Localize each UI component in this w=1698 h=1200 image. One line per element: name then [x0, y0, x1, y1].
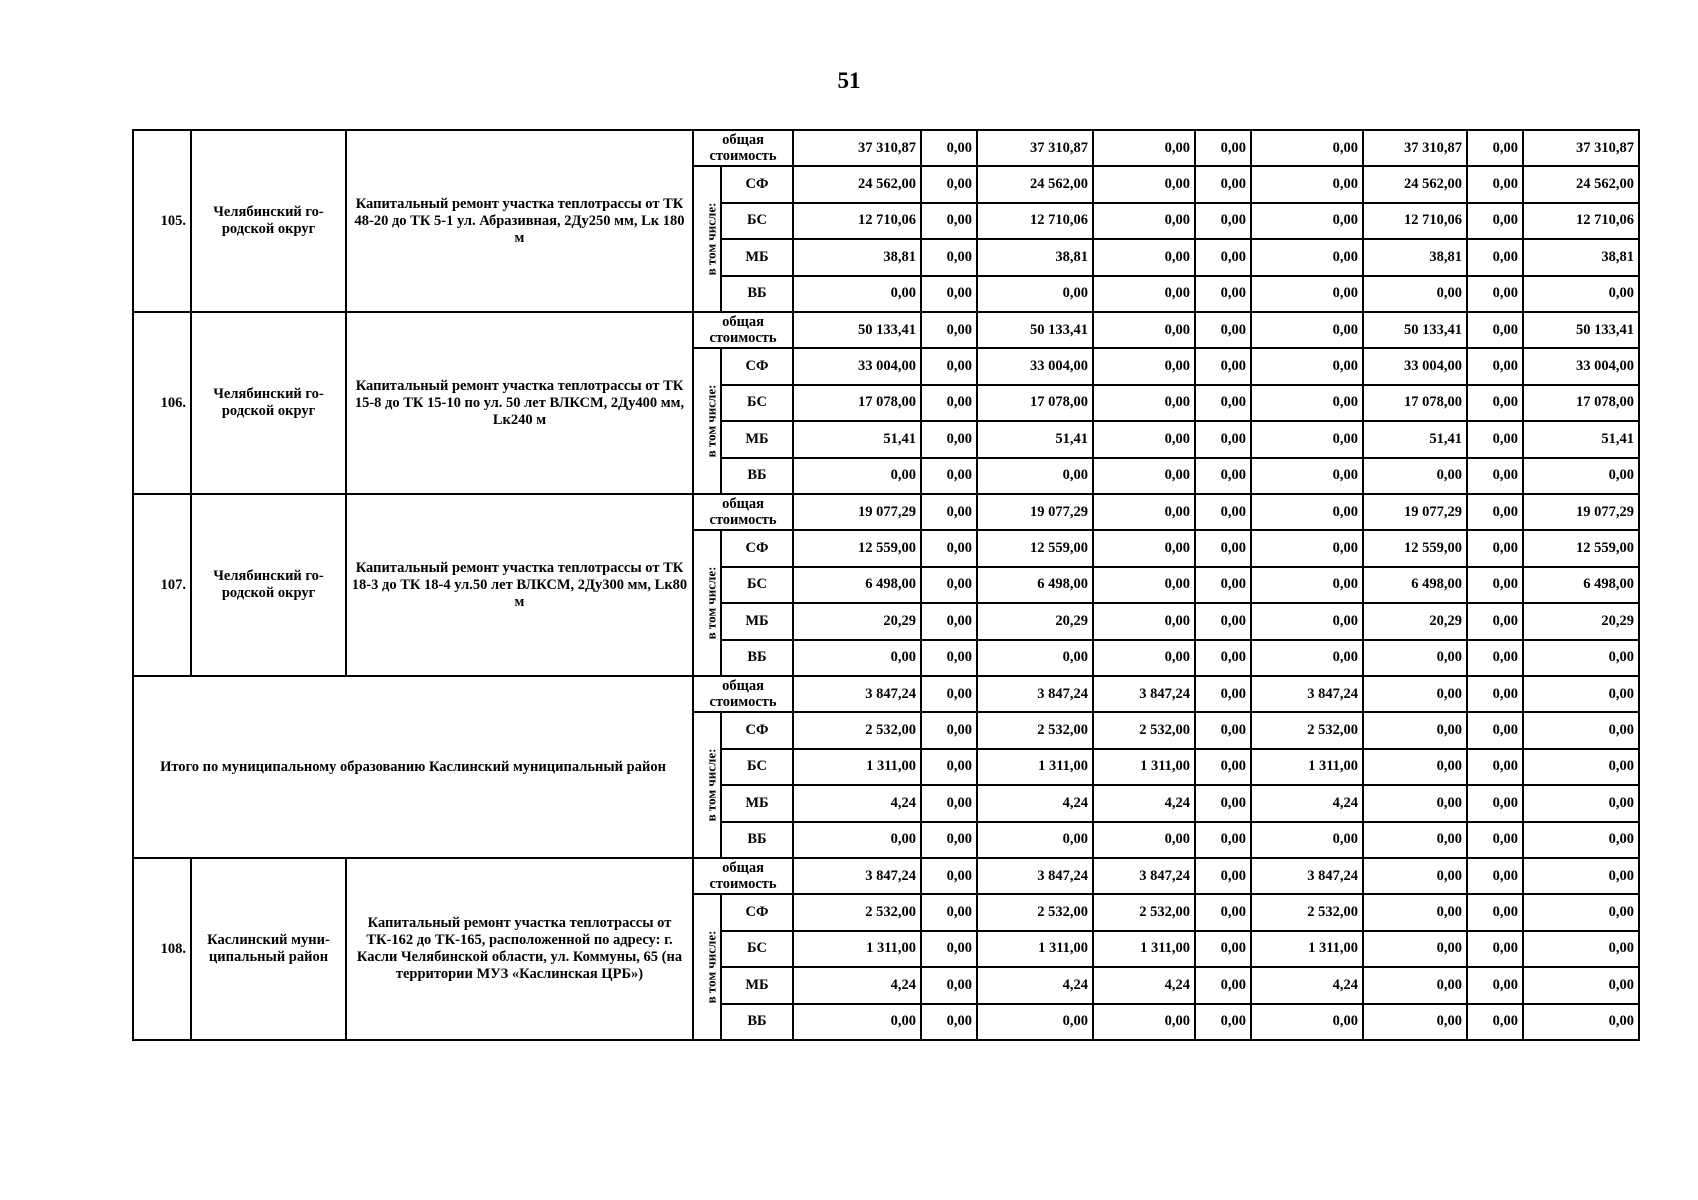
amount-cell: 0,00 [1251, 494, 1363, 530]
amount-cell: 0,00 [1195, 458, 1251, 495]
amount-cell: 17 078,00 [793, 385, 921, 422]
amount-cell: 0,00 [1363, 785, 1467, 822]
amount-cell: 38,81 [1523, 239, 1639, 276]
including-label-cell [693, 530, 721, 676]
amount-cell: 37 310,87 [977, 130, 1093, 166]
municipality-name: Челябинский го-родской округ [191, 312, 346, 494]
amount-cell: 0,00 [1467, 712, 1523, 749]
amount-cell: 0,00 [1093, 166, 1195, 203]
amount-cell: 24 562,00 [793, 166, 921, 203]
amount-cell: 0,00 [1467, 676, 1523, 712]
amount-cell: 0,00 [1093, 822, 1195, 859]
amount-cell: 0,00 [1251, 166, 1363, 203]
amount-cell: 0,00 [1251, 421, 1363, 458]
amount-cell: 0,00 [1523, 967, 1639, 1004]
amount-cell: 50 133,41 [977, 312, 1093, 348]
amount-cell: 0,00 [1523, 712, 1639, 749]
amount-cell: 0,00 [1093, 276, 1195, 313]
funding-source-label: МБ [721, 967, 793, 1004]
amount-cell: 0,00 [1093, 1004, 1195, 1041]
amount-cell: 0,00 [1251, 203, 1363, 240]
including-label: в том числе: [703, 202, 719, 276]
row-index: 107. [133, 494, 191, 676]
amount-cell: 0,00 [921, 931, 977, 968]
amount-cell: 0,00 [1251, 567, 1363, 604]
funding-source-label: БС [721, 567, 793, 604]
amount-cell: 51,41 [1523, 421, 1639, 458]
amount-cell: 0,00 [921, 239, 977, 276]
amount-cell: 0,00 [921, 858, 977, 894]
amount-cell: 0,00 [1467, 530, 1523, 567]
amount-cell: 0,00 [1093, 348, 1195, 385]
amount-cell: 1 311,00 [1251, 931, 1363, 968]
amount-cell: 0,00 [1363, 822, 1467, 859]
amount-cell: 0,00 [1523, 822, 1639, 859]
funding-source-label: ВБ [721, 458, 793, 495]
funding-source-label: БС [721, 203, 793, 240]
amount-cell: 0,00 [921, 676, 977, 712]
amount-cell: 0,00 [1251, 640, 1363, 677]
amount-cell: 0,00 [1467, 348, 1523, 385]
amount-cell: 33 004,00 [1523, 348, 1639, 385]
amount-cell: 12 710,06 [793, 203, 921, 240]
amount-cell: 2 532,00 [793, 712, 921, 749]
amount-cell: 2 532,00 [977, 894, 1093, 931]
amount-cell: 0,00 [1195, 785, 1251, 822]
including-label-cell [693, 894, 721, 1040]
amount-cell: 0,00 [1523, 458, 1639, 495]
amount-cell: 0,00 [1093, 312, 1195, 348]
amount-cell: 6 498,00 [977, 567, 1093, 604]
amount-cell: 0,00 [1467, 421, 1523, 458]
amount-cell: 0,00 [1467, 312, 1523, 348]
funding-source-label: ВБ [721, 276, 793, 313]
amount-cell: 12 559,00 [1363, 530, 1467, 567]
amount-cell: 51,41 [977, 421, 1093, 458]
funding-source-label: МБ [721, 421, 793, 458]
amount-cell: 0,00 [1195, 312, 1251, 348]
amount-cell: 0,00 [1195, 894, 1251, 931]
amount-cell: 0,00 [1467, 822, 1523, 859]
amount-cell: 0,00 [1093, 640, 1195, 677]
amount-cell: 0,00 [1093, 494, 1195, 530]
project-description: Капитальный ремонт участка теплотрассы от ТК 48-20 до ТК 5-1 ул. Абразивная, 2Ду250 мм, Lк 180 м [346, 130, 693, 312]
amount-cell: 0,00 [1251, 348, 1363, 385]
project-description: Капитальный ремонт участка теплотрассы от ТК 15-8 до ТК 15-10 по ул. 50 лет ВЛКСМ, 2Ду400 мм, Lк240 м [346, 312, 693, 494]
amount-cell: 0,00 [1363, 931, 1467, 968]
amount-cell: 0,00 [977, 276, 1093, 313]
funding-source-label: СФ [721, 166, 793, 203]
amount-cell: 0,00 [921, 276, 977, 313]
municipality-name: Челябинский го-родской округ [191, 130, 346, 312]
amount-cell: 0,00 [1093, 203, 1195, 240]
amount-cell: 0,00 [921, 494, 977, 530]
including-label-cell [693, 348, 721, 494]
amount-cell: 0,00 [1523, 858, 1639, 894]
amount-cell: 0,00 [1467, 276, 1523, 313]
amount-cell: 0,00 [921, 203, 977, 240]
amount-cell: 0,00 [1467, 385, 1523, 422]
table-row [133, 130, 1639, 166]
amount-cell: 0,00 [1195, 822, 1251, 859]
row-index: 105. [133, 130, 191, 312]
amount-cell: 0,00 [1195, 239, 1251, 276]
table-row [133, 858, 1639, 894]
project-description: Капитальный ремонт участка теплотрассы от ТК-162 до ТК-165, расположенной по адресу: г. Касли Челябинской области, ул. Коммуны, 65 (на территории МУЗ «Каслинская ЦРБ») [346, 858, 693, 1040]
amount-cell: 0,00 [1523, 931, 1639, 968]
amount-cell: 1 311,00 [793, 749, 921, 786]
amount-cell: 0,00 [1363, 276, 1467, 313]
amount-cell: 0,00 [1467, 749, 1523, 786]
amount-cell: 50 133,41 [793, 312, 921, 348]
amount-cell: 0,00 [1195, 421, 1251, 458]
amount-cell: 0,00 [1195, 1004, 1251, 1041]
amount-cell: 33 004,00 [1363, 348, 1467, 385]
amount-cell: 37 310,87 [793, 130, 921, 166]
amount-cell: 50 133,41 [1523, 312, 1639, 348]
amount-cell: 0,00 [977, 640, 1093, 677]
amount-cell: 0,00 [921, 894, 977, 931]
amount-cell: 0,00 [1363, 640, 1467, 677]
amount-cell: 0,00 [1523, 640, 1639, 677]
amount-cell: 0,00 [1195, 567, 1251, 604]
funding-source-label: БС [721, 385, 793, 422]
amount-cell: 0,00 [921, 1004, 977, 1041]
amount-cell: 0,00 [1363, 1004, 1467, 1041]
amount-cell: 0,00 [1195, 967, 1251, 1004]
funding-table [132, 129, 1640, 1041]
amount-cell: 0,00 [1195, 276, 1251, 313]
total-title: Итого по муниципальному образованию Каслинский муниципальный район [133, 676, 693, 858]
amount-cell: 0,00 [1523, 676, 1639, 712]
amount-cell: 0,00 [1467, 858, 1523, 894]
funding-source-label: СФ [721, 348, 793, 385]
amount-cell: 0,00 [1195, 603, 1251, 640]
amount-cell: 24 562,00 [1363, 166, 1467, 203]
amount-cell: 17 078,00 [1523, 385, 1639, 422]
amount-cell: 2 532,00 [793, 894, 921, 931]
amount-cell: 0,00 [1523, 749, 1639, 786]
funding-source-label: ВБ [721, 1004, 793, 1041]
amount-cell: 3 847,24 [793, 676, 921, 712]
amount-cell: 0,00 [1195, 130, 1251, 166]
amount-cell: 0,00 [921, 967, 977, 1004]
amount-cell: 0,00 [1251, 312, 1363, 348]
amount-cell: 6 498,00 [1363, 567, 1467, 604]
amount-cell: 0,00 [1467, 166, 1523, 203]
amount-cell: 2 532,00 [1251, 712, 1363, 749]
amount-cell: 4,24 [977, 785, 1093, 822]
amount-cell: 19 077,29 [977, 494, 1093, 530]
amount-cell: 38,81 [1363, 239, 1467, 276]
amount-cell: 1 311,00 [977, 931, 1093, 968]
amount-cell: 0,00 [1467, 931, 1523, 968]
amount-cell: 0,00 [921, 130, 977, 166]
amount-cell: 0,00 [1093, 603, 1195, 640]
amount-cell: 20,29 [1523, 603, 1639, 640]
amount-cell: 0,00 [921, 312, 977, 348]
amount-cell: 0,00 [1467, 603, 1523, 640]
amount-cell: 0,00 [977, 822, 1093, 859]
amount-cell: 38,81 [977, 239, 1093, 276]
amount-cell: 0,00 [921, 749, 977, 786]
amount-cell: 20,29 [1363, 603, 1467, 640]
amount-cell: 2 532,00 [1093, 894, 1195, 931]
including-label-cell [693, 166, 721, 312]
amount-cell: 0,00 [1467, 239, 1523, 276]
funding-source-label: БС [721, 931, 793, 968]
amount-cell: 0,00 [1093, 458, 1195, 495]
amount-cell: 17 078,00 [977, 385, 1093, 422]
amount-cell: 3 847,24 [1093, 676, 1195, 712]
amount-cell: 0,00 [1467, 894, 1523, 931]
total-cost-label: общая стоимость [693, 676, 793, 712]
amount-cell: 0,00 [1195, 749, 1251, 786]
amount-cell: 0,00 [921, 166, 977, 203]
amount-cell: 0,00 [921, 822, 977, 859]
row-index: 106. [133, 312, 191, 494]
amount-cell: 4,24 [1093, 785, 1195, 822]
amount-cell: 0,00 [1467, 458, 1523, 495]
amount-cell: 0,00 [921, 785, 977, 822]
amount-cell: 0,00 [977, 458, 1093, 495]
amount-cell: 0,00 [1093, 385, 1195, 422]
amount-cell: 4,24 [1093, 967, 1195, 1004]
funding-table-body [133, 130, 1639, 1040]
amount-cell: 2 532,00 [1251, 894, 1363, 931]
amount-cell: 0,00 [1251, 822, 1363, 859]
amount-cell: 1 311,00 [1251, 749, 1363, 786]
total-cost-label: общая стоимость [693, 858, 793, 894]
amount-cell: 0,00 [1523, 785, 1639, 822]
amount-cell: 0,00 [1195, 494, 1251, 530]
including-label: в том числе: [703, 930, 719, 1004]
amount-cell: 0,00 [1467, 494, 1523, 530]
amount-cell: 12 710,06 [1523, 203, 1639, 240]
amount-cell: 1 311,00 [1093, 749, 1195, 786]
funding-source-label: СФ [721, 712, 793, 749]
amount-cell: 0,00 [1195, 166, 1251, 203]
amount-cell: 3 847,24 [977, 676, 1093, 712]
amount-cell: 1 311,00 [977, 749, 1093, 786]
municipality-name: Каслинский муни-ципальный район [191, 858, 346, 1040]
amount-cell: 0,00 [1363, 894, 1467, 931]
amount-cell: 12 559,00 [977, 530, 1093, 567]
amount-cell: 20,29 [977, 603, 1093, 640]
amount-cell: 0,00 [1523, 1004, 1639, 1041]
funding-source-label: СФ [721, 894, 793, 931]
amount-cell: 4,24 [793, 967, 921, 1004]
amount-cell: 0,00 [921, 640, 977, 677]
amount-cell: 0,00 [793, 458, 921, 495]
municipality-name: Челябинский го-родской округ [191, 494, 346, 676]
amount-cell: 4,24 [793, 785, 921, 822]
amount-cell: 4,24 [1251, 785, 1363, 822]
amount-cell: 33 004,00 [793, 348, 921, 385]
amount-cell: 0,00 [1467, 785, 1523, 822]
amount-cell: 37 310,87 [1363, 130, 1467, 166]
amount-cell: 0,00 [1363, 858, 1467, 894]
amount-cell: 0,00 [1195, 348, 1251, 385]
amount-cell: 17 078,00 [1363, 385, 1467, 422]
total-cost-label: общая стоимость [693, 312, 793, 348]
amount-cell: 12 559,00 [1523, 530, 1639, 567]
including-label: в том числе: [703, 748, 719, 822]
amount-cell: 19 077,29 [1523, 494, 1639, 530]
amount-cell: 0,00 [1251, 239, 1363, 276]
amount-cell: 0,00 [1195, 858, 1251, 894]
amount-cell: 51,41 [1363, 421, 1467, 458]
table-row [133, 494, 1639, 530]
funding-source-label: МБ [721, 603, 793, 640]
amount-cell: 0,00 [1251, 276, 1363, 313]
amount-cell: 0,00 [1251, 603, 1363, 640]
amount-cell: 0,00 [1251, 385, 1363, 422]
amount-cell: 50 133,41 [1363, 312, 1467, 348]
row-index: 108. [133, 858, 191, 1040]
amount-cell: 12 710,06 [1363, 203, 1467, 240]
amount-cell: 0,00 [1467, 1004, 1523, 1041]
amount-cell: 1 311,00 [1093, 931, 1195, 968]
amount-cell: 0,00 [1093, 567, 1195, 604]
amount-cell: 3 847,24 [1251, 858, 1363, 894]
amount-cell: 0,00 [793, 822, 921, 859]
amount-cell: 0,00 [1251, 458, 1363, 495]
amount-cell: 38,81 [793, 239, 921, 276]
amount-cell: 0,00 [921, 348, 977, 385]
amount-cell: 0,00 [977, 1004, 1093, 1041]
including-label: в том числе: [703, 566, 719, 640]
amount-cell: 0,00 [921, 567, 977, 604]
amount-cell: 6 498,00 [793, 567, 921, 604]
funding-source-label: СФ [721, 530, 793, 567]
amount-cell: 2 532,00 [977, 712, 1093, 749]
including-label: в том числе: [703, 384, 719, 458]
amount-cell: 0,00 [1363, 749, 1467, 786]
amount-cell: 0,00 [1195, 530, 1251, 567]
amount-cell: 0,00 [1467, 567, 1523, 604]
amount-cell: 0,00 [1195, 712, 1251, 749]
amount-cell: 4,24 [1251, 967, 1363, 1004]
amount-cell: 0,00 [921, 421, 977, 458]
amount-cell: 0,00 [1195, 931, 1251, 968]
amount-cell: 0,00 [1363, 712, 1467, 749]
amount-cell: 24 562,00 [1523, 166, 1639, 203]
amount-cell: 0,00 [1093, 130, 1195, 166]
amount-cell: 0,00 [1467, 640, 1523, 677]
amount-cell: 0,00 [921, 603, 977, 640]
amount-cell: 0,00 [1363, 967, 1467, 1004]
including-label-cell [693, 712, 721, 858]
amount-cell: 19 077,29 [793, 494, 921, 530]
amount-cell: 0,00 [1467, 967, 1523, 1004]
amount-cell: 51,41 [793, 421, 921, 458]
amount-cell: 0,00 [1195, 676, 1251, 712]
amount-cell: 0,00 [1467, 130, 1523, 166]
amount-cell: 0,00 [921, 712, 977, 749]
amount-cell: 0,00 [793, 276, 921, 313]
amount-cell: 0,00 [1251, 130, 1363, 166]
amount-cell: 0,00 [1251, 1004, 1363, 1041]
funding-source-label: ВБ [721, 640, 793, 677]
funding-source-label: МБ [721, 239, 793, 276]
amount-cell: 12 710,06 [977, 203, 1093, 240]
funding-source-label: МБ [721, 785, 793, 822]
amount-cell: 3 847,24 [1093, 858, 1195, 894]
amount-cell: 3 847,24 [1251, 676, 1363, 712]
amount-cell: 0,00 [921, 385, 977, 422]
amount-cell: 0,00 [1093, 421, 1195, 458]
amount-cell: 3 847,24 [977, 858, 1093, 894]
amount-cell: 0,00 [1195, 203, 1251, 240]
amount-cell: 19 077,29 [1363, 494, 1467, 530]
amount-cell: 37 310,87 [1523, 130, 1639, 166]
amount-cell: 0,00 [1251, 530, 1363, 567]
funding-source-label: БС [721, 749, 793, 786]
page-number: 51 [837, 68, 861, 93]
amount-cell: 0,00 [1195, 640, 1251, 677]
amount-cell: 3 847,24 [793, 858, 921, 894]
project-description: Капитальный ремонт участка теплотрассы от ТК 18-3 до ТК 18-4 ул.50 лет ВЛКСМ, 2Ду300 мм, Lк80 м [346, 494, 693, 676]
amount-cell: 0,00 [1195, 385, 1251, 422]
table-row [133, 676, 1639, 712]
amount-cell: 4,24 [977, 967, 1093, 1004]
amount-cell: 20,29 [793, 603, 921, 640]
funding-source-label: ВБ [721, 822, 793, 859]
table-row [133, 312, 1639, 348]
amount-cell: 33 004,00 [977, 348, 1093, 385]
amount-cell: 0,00 [921, 530, 977, 567]
amount-cell: 0,00 [921, 458, 977, 495]
amount-cell: 0,00 [793, 1004, 921, 1041]
amount-cell: 0,00 [1363, 676, 1467, 712]
amount-cell: 0,00 [1363, 458, 1467, 495]
amount-cell: 6 498,00 [1523, 567, 1639, 604]
amount-cell: 0,00 [1093, 239, 1195, 276]
total-cost-label: общая стоимость [693, 130, 793, 166]
amount-cell: 2 532,00 [1093, 712, 1195, 749]
amount-cell: 0,00 [1467, 203, 1523, 240]
amount-cell: 12 559,00 [793, 530, 921, 567]
amount-cell: 0,00 [1093, 530, 1195, 567]
total-cost-label: общая стоимость [693, 494, 793, 530]
amount-cell: 1 311,00 [793, 931, 921, 968]
amount-cell: 24 562,00 [977, 166, 1093, 203]
amount-cell: 0,00 [1523, 276, 1639, 313]
amount-cell: 0,00 [793, 640, 921, 677]
amount-cell: 0,00 [1523, 894, 1639, 931]
